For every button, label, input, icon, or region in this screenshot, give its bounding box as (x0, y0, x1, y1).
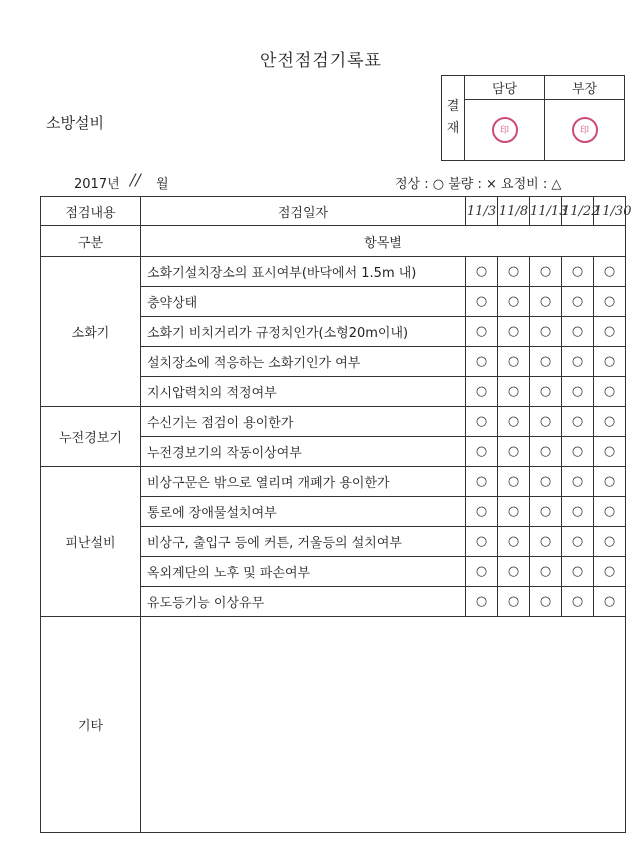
check-mark: ○ (530, 257, 562, 287)
check-mark: ○ (498, 467, 530, 497)
check-mark: ○ (498, 287, 530, 317)
check-mark: ○ (530, 437, 562, 467)
check-mark: ○ (530, 407, 562, 437)
seal-cell-manager (465, 100, 545, 161)
check-mark: ○ (498, 557, 530, 587)
check-mark: ○ (466, 527, 498, 557)
check-mark: ○ (466, 407, 498, 437)
item-text: 소화기 비치거리가 규정치인가(소형20m이내) (141, 317, 466, 347)
seal-stamp-icon: 印 (492, 117, 518, 143)
check-mark: ○ (530, 347, 562, 377)
table-row (41, 467, 626, 497)
check-mark: ○ (594, 527, 626, 557)
check-mark: ○ (466, 377, 498, 407)
table-row (41, 257, 626, 287)
check-mark: ○ (562, 407, 594, 437)
check-mark: ○ (594, 497, 626, 527)
other-row (41, 617, 626, 833)
check-mark: ○ (466, 557, 498, 587)
check-mark: ○ (594, 317, 626, 347)
item-text: 옥외계단의 노후 및 파손여부 (141, 557, 466, 587)
check-mark: ○ (466, 437, 498, 467)
check-mark: ○ (594, 407, 626, 437)
check-mark: ○ (498, 407, 530, 437)
year-label: 2017년 (74, 177, 120, 192)
header-inspection-date: 점검일자 (141, 197, 466, 226)
item-text: 지시압력치의 적정여부 (141, 377, 466, 407)
check-mark: ○ (594, 437, 626, 467)
check-mark: ○ (530, 527, 562, 557)
check-mark: ○ (530, 287, 562, 317)
category-cell: 피난설비 (41, 467, 141, 617)
check-mark: ○ (466, 287, 498, 317)
item-text: 누전경보기의 작동이상여부 (141, 437, 466, 467)
check-mark: ○ (562, 437, 594, 467)
check-mark: ○ (530, 377, 562, 407)
item-text: 비상구문은 밖으로 열리며 개폐가 용이한가 (141, 467, 466, 497)
check-mark: ○ (498, 437, 530, 467)
check-mark: ○ (562, 257, 594, 287)
check-mark: ○ (498, 497, 530, 527)
date-cell: 11/8 (498, 197, 530, 226)
form-title: 안전점검기록표 (260, 51, 382, 71)
check-mark: ○ (594, 257, 626, 287)
check-mark: ○ (498, 377, 530, 407)
month-unit: 월 (156, 177, 169, 192)
subject-label: 소방설비 (46, 114, 104, 132)
check-mark: ○ (466, 317, 498, 347)
check-mark: ○ (498, 587, 530, 617)
check-mark: ○ (466, 347, 498, 377)
check-mark: ○ (594, 377, 626, 407)
check-mark: ○ (498, 317, 530, 347)
check-mark: ○ (594, 587, 626, 617)
item-text: 통로에 장애물설치여부 (141, 497, 466, 527)
header-items: 항목별 (141, 226, 626, 257)
check-mark: ○ (562, 497, 594, 527)
date-cell: 11/30 (594, 197, 626, 226)
item-text: 비상구, 출입구 등에 커튼, 거울등의 설치여부 (141, 527, 466, 557)
category-cell: 누전경보기 (41, 407, 141, 467)
check-mark: ○ (466, 467, 498, 497)
legend: 정상 : ○ 불량 : × 요정비 : △ (395, 177, 562, 192)
check-mark: ○ (530, 467, 562, 497)
header-inspection-content: 점검내용 (41, 197, 141, 226)
inspection-table (40, 196, 632, 833)
item-text: 수신기는 점검이 용이한가 (141, 407, 466, 437)
approval-label: 결재 (442, 76, 465, 161)
check-mark: ○ (498, 257, 530, 287)
check-mark: ○ (530, 587, 562, 617)
check-mark: ○ (562, 527, 594, 557)
approval-box (441, 75, 625, 161)
check-mark: ○ (594, 287, 626, 317)
check-mark: ○ (466, 257, 498, 287)
item-text: 소화기설치장소의 표시여부(바닥에서 1.5m 내) (141, 257, 466, 287)
check-mark: ○ (562, 377, 594, 407)
check-mark: ○ (530, 497, 562, 527)
check-mark: ○ (594, 467, 626, 497)
item-text: 충약상태 (141, 287, 466, 317)
check-mark: ○ (530, 557, 562, 587)
check-mark: ○ (594, 557, 626, 587)
seal-cell-director (545, 100, 625, 161)
approval-role-manager: 담당 (465, 76, 545, 100)
check-mark: ○ (562, 347, 594, 377)
check-mark: ○ (498, 527, 530, 557)
other-notes-area (141, 617, 626, 833)
date-cell: 11/3 (466, 197, 498, 226)
check-mark: ○ (562, 587, 594, 617)
header-category: 구분 (41, 226, 141, 257)
check-mark: ○ (466, 587, 498, 617)
check-mark: ○ (498, 347, 530, 377)
date-cell: 11/22 (562, 197, 594, 226)
seal-stamp-icon: 印 (572, 117, 598, 143)
item-text: 유도등기능 이상유무 (141, 587, 466, 617)
check-mark: ○ (562, 557, 594, 587)
check-mark: ○ (594, 347, 626, 377)
check-mark: ○ (530, 317, 562, 347)
check-mark: ○ (562, 317, 594, 347)
check-mark: ○ (562, 467, 594, 497)
approval-role-director: 부장 (545, 76, 625, 100)
month-value: // (130, 170, 141, 189)
other-label: 기타 (41, 617, 141, 833)
date-cell: 11/13 (530, 197, 562, 226)
check-mark: ○ (466, 497, 498, 527)
category-cell: 소화기 (41, 257, 141, 407)
table-row (41, 407, 626, 437)
check-mark: ○ (562, 287, 594, 317)
item-text: 설치장소에 적응하는 소화기인가 여부 (141, 347, 466, 377)
